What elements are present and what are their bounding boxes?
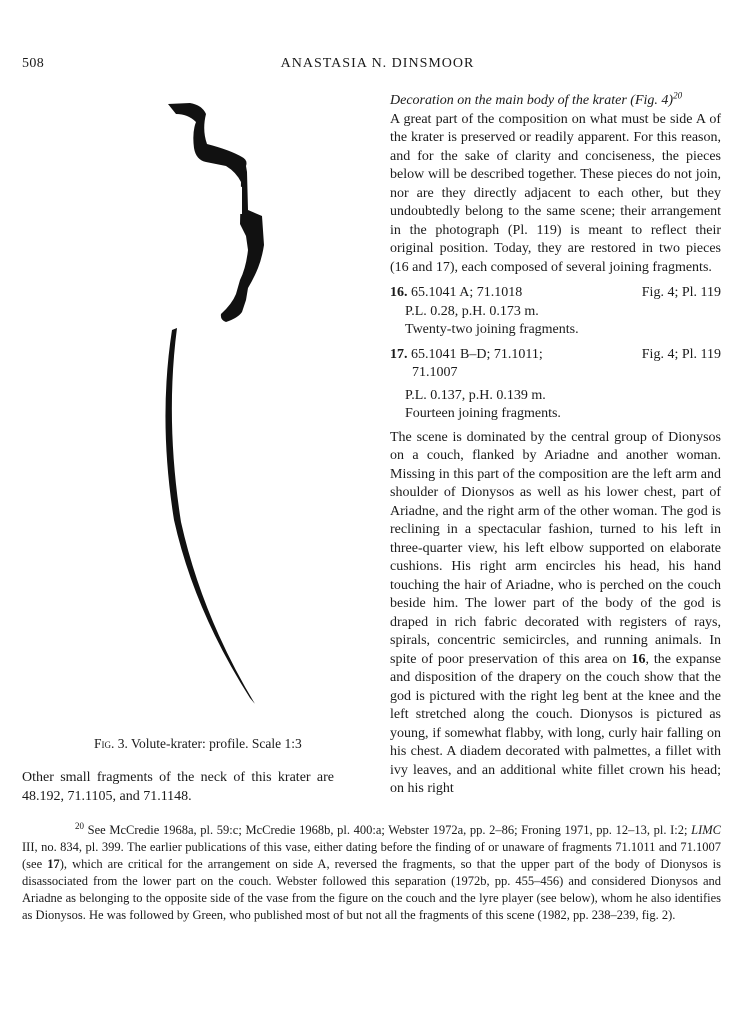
- profile-upper-fragment: [168, 103, 264, 322]
- figure-caption: [94, 736, 302, 752]
- left-column-text: Other small fragments of the neck of this krater are 48.192, 71.1105, and 71.1148.: [22, 770, 334, 804]
- footnote-number: 20: [75, 820, 84, 831]
- catalog-ref-16: 16: [631, 651, 646, 667]
- catalog-number: 17.: [390, 346, 408, 362]
- catalog-inventory-continued: 71.1007: [412, 365, 458, 380]
- catalog-refs: Fig. 4; Pl. 119: [641, 285, 721, 300]
- running-head: ANASTASIA N. DINSMOOR: [280, 56, 475, 71]
- footnote-ref: 20: [673, 90, 683, 101]
- section-heading: [390, 92, 721, 111]
- catalog-inventory: 65.1041 B–D; 71.1011;: [411, 346, 543, 362]
- catalog-entry-17: [390, 346, 721, 424]
- krater-profile-drawing: [150, 90, 275, 720]
- catalog-number: 16.: [390, 285, 408, 300]
- intro-paragraph: A great part of the composition on what must be side A of the krater is preserved or readily apparent. For this reason, and for the sake of clarity and conciseness, the pieces below will be described together. These pieces do not join, nor are they directly adjacent to each other, but they undoubtedly belong to the same scene; their arrangement in the photograph (Pl. 119) is meant to reflect their original position. Today, they are restored in two pieces (16 and 17), each composed of several joining fragments.: [390, 111, 721, 275]
- catalog-header: [390, 346, 721, 365]
- catalog-ref-17: 17: [47, 857, 60, 871]
- catalog-description: Fourteen joining fragments.: [405, 406, 561, 421]
- description-paragraph: The scene is dominated by the central group of Dionysos on a couch, flanked by Ariadne and another woman. Missing in this part of the composition are the left arm and shoulder of Dionysos as well as his lower chest, part of Ariadne, and the right arm of the other woman. The god is reclining in a spectacular fashion, turned to his left in three-quarter view, his left elbow supported on elaborate cushions. His right arm encircles his head, his hand touching the hair of Ariadne, who is perched on the couch beside him. The lower part of the body of the god is draped in rich fabric decorated with registers of rays, spirals, concentric semicircles, and running animals. In spite of poor preservation of this area on 16, the expanse and disposition of the drapery on the couch show that the god is pictured with the right leg bent at the knee and the left stretched along the couch. Dionysos is pictured as young, if somewhat flabby, with long, curly hair falling on his chest. A diadem decorated with palmettes, a fillet with ivy leaves, and an additional white fillet crown his head; on his right: [390, 429, 722, 796]
- section-title: Decoration on the main body of the krater (Fig. 4): [390, 93, 674, 108]
- footnote-20: $^{20}$ See McCredie 1968a, pl. 59:c; McCredie 1968b, pl. 400:a; Webster 1972a, pp. 2–86; Froning 1971, pp. 12–13, pl. I:2; LIMC III, no. 834, pl. 399. The earlier publications of this vase, either dating before the finding of or unaware of fragments 71.1011 and 71.1007 (see 17), which are critical for the arrangement on side A, reversed the fragments, so that the upper part of the body of Dionysos is disassociated from the lower part on the couch. Webster followed this separation (1972b, pp. 455–456) and considered Dionysos and Ariadne as belonging to the opposite side of the vase from the figure on the couch and the lyre player (see below), whom he also identifies as Dionysos. He was followed by Green, who published most of but not all the fragments of this scene (1982, pp. 238–239, fig. 2).: [22, 820, 721, 922]
- catalog-dimensions: P.L. 0.28, p.H. 0.173 m.: [405, 303, 539, 319]
- catalog-description: Twenty-two joining fragments.: [405, 322, 579, 337]
- page-number: 508: [22, 56, 45, 71]
- catalog-dimensions: P.L. 0.137, p.H. 0.139 m.: [405, 387, 546, 403]
- catalog-refs: Fig. 4; Pl. 119: [641, 346, 721, 362]
- right-column: [390, 92, 721, 799]
- figure-caption-text: . 3. Volute-krater: profile. Scale 1:3: [111, 736, 302, 751]
- figure-label: Fig: [94, 736, 112, 751]
- catalog-header: [390, 284, 721, 303]
- catalog-entry-16: [390, 284, 721, 340]
- catalog-inventory: 65.1041 A; 71.1018: [411, 285, 523, 300]
- limc-ref: LIMC: [691, 823, 721, 837]
- profile-lower-fragment: [165, 328, 255, 704]
